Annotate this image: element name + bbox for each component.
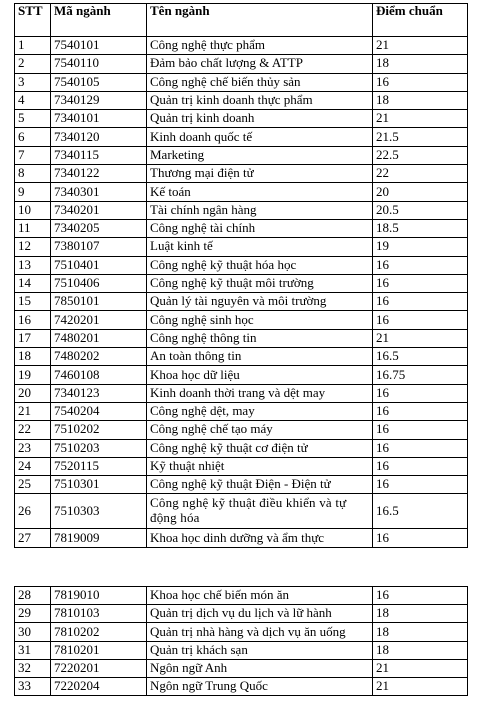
cell-code: 7819009 (51, 529, 147, 547)
cell-name: Kỹ thuật nhiệt (147, 457, 373, 475)
cell-code: 7819010 (51, 587, 147, 605)
cell-code: 7420201 (51, 311, 147, 329)
cell-stt: 23 (15, 439, 51, 457)
table-row (15, 91, 468, 109)
cell-score: 16 (373, 293, 468, 311)
cell-score: 16 (373, 439, 468, 457)
cell-stt: 10 (15, 201, 51, 219)
cell-name: Công nghệ tài chính (147, 219, 373, 237)
table-row (15, 37, 468, 55)
cell-score: 16 (373, 274, 468, 292)
cell-code: 7220201 (51, 659, 147, 677)
cell-stt: 7 (15, 146, 51, 164)
table-row (15, 366, 468, 384)
cell-score: 18 (373, 641, 468, 659)
cell-code: 7810202 (51, 623, 147, 641)
table-row (15, 439, 468, 457)
cell-code: 7540101 (51, 37, 147, 55)
cell-name: Quản trị dịch vụ du lịch và lữ hành (147, 605, 373, 623)
table-row (15, 329, 468, 347)
cell-name: Quản trị kinh doanh (147, 110, 373, 128)
cell-stt: 30 (15, 623, 51, 641)
cell-stt: 8 (15, 165, 51, 183)
cell-score: 16 (373, 311, 468, 329)
cell-code: 7520115 (51, 457, 147, 475)
cell-code: 7810201 (51, 641, 147, 659)
cell-stt: 13 (15, 256, 51, 274)
cell-stt: 9 (15, 183, 51, 201)
cell-code: 7340101 (51, 110, 147, 128)
table-header-row (15, 4, 468, 37)
cell-stt: 1 (15, 37, 51, 55)
cell-stt: 4 (15, 91, 51, 109)
table-row (15, 384, 468, 402)
cell-stt: 25 (15, 476, 51, 494)
cell-code: 7540105 (51, 73, 147, 91)
cell-name: Thương mại điện tử (147, 165, 373, 183)
cell-code: 7540204 (51, 402, 147, 420)
cell-code: 7340301 (51, 183, 147, 201)
cell-stt: 26 (15, 494, 51, 529)
cell-stt: 32 (15, 659, 51, 677)
cell-stt: 31 (15, 641, 51, 659)
table-row (15, 73, 468, 91)
cell-code: 7810103 (51, 605, 147, 623)
cell-score: 16 (373, 529, 468, 547)
cell-name: Công nghệ kỹ thuật điều khiển và tự động hóa (147, 494, 373, 529)
cell-name: Quản lý tài nguyên và môi trường (147, 293, 373, 311)
table-row (15, 311, 468, 329)
cell-name: Quản trị nhà hàng và dịch vụ ăn uống (147, 623, 373, 641)
cell-name: Khoa học dữ liệu (147, 366, 373, 384)
cell-name: Đảm bảo chất lượng & ATTP (147, 55, 373, 73)
table-row (15, 641, 468, 659)
cell-score: 18 (373, 623, 468, 641)
cell-name: Ngôn ngữ Anh (147, 659, 373, 677)
cell-name: Công nghệ sinh học (147, 311, 373, 329)
cell-stt: 12 (15, 238, 51, 256)
cell-name: Công nghệ kỹ thuật hóa học (147, 256, 373, 274)
cell-code: 7510202 (51, 421, 147, 439)
cell-score: 21 (373, 659, 468, 677)
cell-score: 16.5 (373, 494, 468, 529)
cell-name: Công nghệ thực phẩm (147, 37, 373, 55)
table-row (15, 348, 468, 366)
cell-code: 7220204 (51, 677, 147, 695)
cell-stt: 21 (15, 402, 51, 420)
cell-stt: 14 (15, 274, 51, 292)
cell-code: 7510401 (51, 256, 147, 274)
cell-code: 7460108 (51, 366, 147, 384)
cell-stt: 24 (15, 457, 51, 475)
table-row (15, 146, 468, 164)
cell-code: 7480201 (51, 329, 147, 347)
cell-score: 16 (373, 587, 468, 605)
table-row (15, 421, 468, 439)
table-row (15, 623, 468, 641)
table-row (15, 677, 468, 695)
cell-code: 7340122 (51, 165, 147, 183)
cell-name: Kinh doanh quốc tế (147, 128, 373, 146)
cell-name: Công nghệ dệt, may (147, 402, 373, 420)
cell-stt: 2 (15, 55, 51, 73)
admission-score-table-continued (14, 586, 468, 696)
cell-name: Quản trị khách sạn (147, 641, 373, 659)
cell-stt: 17 (15, 329, 51, 347)
cell-stt: 22 (15, 421, 51, 439)
cell-code: 7510301 (51, 476, 147, 494)
table-row (15, 183, 468, 201)
cell-score: 21 (373, 37, 468, 55)
table-row (15, 274, 468, 292)
cell-score: 22 (373, 165, 468, 183)
cell-score: 16 (373, 73, 468, 91)
cell-score: 16.5 (373, 348, 468, 366)
cell-score: 16 (373, 421, 468, 439)
cell-score: 16 (373, 256, 468, 274)
cell-stt: 15 (15, 293, 51, 311)
cell-code: 7850101 (51, 293, 147, 311)
cell-score: 19 (373, 238, 468, 256)
cell-score: 18.5 (373, 219, 468, 237)
cell-score: 21 (373, 329, 468, 347)
table-row (15, 605, 468, 623)
cell-name: Công nghệ chế tạo máy (147, 421, 373, 439)
header-score: Điểm chuẩn (373, 4, 468, 37)
cell-code: 7340129 (51, 91, 147, 109)
cell-name: Khoa học chế biến món ăn (147, 587, 373, 605)
cell-score: 18 (373, 91, 468, 109)
cell-stt: 19 (15, 366, 51, 384)
cell-name: Marketing (147, 146, 373, 164)
cell-stt: 29 (15, 605, 51, 623)
cell-score: 16 (373, 402, 468, 420)
cell-code: 7340205 (51, 219, 147, 237)
table-row (15, 55, 468, 73)
cell-stt: 33 (15, 677, 51, 695)
cell-score: 16.75 (373, 366, 468, 384)
cell-stt: 18 (15, 348, 51, 366)
table-row (15, 476, 468, 494)
table-row (15, 238, 468, 256)
cell-code: 7340115 (51, 146, 147, 164)
table-row (15, 587, 468, 605)
cell-score: 16 (373, 476, 468, 494)
cell-stt: 27 (15, 529, 51, 547)
table-row (15, 165, 468, 183)
cell-stt: 20 (15, 384, 51, 402)
table-row (15, 256, 468, 274)
cell-stt: 28 (15, 587, 51, 605)
cell-score: 20.5 (373, 201, 468, 219)
cell-code: 7510303 (51, 494, 147, 529)
cell-score: 21 (373, 677, 468, 695)
table-row (15, 110, 468, 128)
table-row (15, 219, 468, 237)
cell-name: Quản trị kinh doanh thực phẩm (147, 91, 373, 109)
cell-stt: 16 (15, 311, 51, 329)
header-stt: STT (15, 4, 51, 37)
cell-name: An toàn thông tin (147, 348, 373, 366)
table-row (15, 128, 468, 146)
cell-score: 20 (373, 183, 468, 201)
cell-stt: 6 (15, 128, 51, 146)
header-name: Tên ngành (147, 4, 373, 37)
header-code: Mã ngành (51, 4, 147, 37)
cell-code: 7380107 (51, 238, 147, 256)
cell-code: 7340120 (51, 128, 147, 146)
table-row (15, 659, 468, 677)
cell-score: 18 (373, 605, 468, 623)
cell-score: 21 (373, 110, 468, 128)
admission-score-table (14, 3, 468, 548)
cell-score: 21.5 (373, 128, 468, 146)
cell-code: 7480202 (51, 348, 147, 366)
cell-name: Công nghệ chế biến thủy sản (147, 73, 373, 91)
cell-name: Khoa học dinh dưỡng và ẩm thực (147, 529, 373, 547)
cell-code: 7340123 (51, 384, 147, 402)
cell-score: 18 (373, 55, 468, 73)
cell-name: Luật kinh tế (147, 238, 373, 256)
cell-name: Công nghệ kỹ thuật môi trường (147, 274, 373, 292)
cell-code: 7340201 (51, 201, 147, 219)
cell-name: Công nghệ thông tin (147, 329, 373, 347)
cell-name: Tài chính ngân hàng (147, 201, 373, 219)
cell-name: Kế toán (147, 183, 373, 201)
cell-name: Ngôn ngữ Trung Quốc (147, 677, 373, 695)
cell-code: 7540110 (51, 55, 147, 73)
table-row (15, 529, 468, 547)
cell-code: 7510406 (51, 274, 147, 292)
cell-name: Kinh doanh thời trang và dệt may (147, 384, 373, 402)
table-row (15, 494, 468, 529)
table-row (15, 402, 468, 420)
cell-stt: 3 (15, 73, 51, 91)
cell-score: 16 (373, 384, 468, 402)
cell-name: Công nghệ kỹ thuật Điện - Điện tử (147, 476, 373, 494)
cell-stt: 11 (15, 219, 51, 237)
cell-stt: 5 (15, 110, 51, 128)
cell-code: 7510203 (51, 439, 147, 457)
table-row (15, 293, 468, 311)
cell-score: 16 (373, 457, 468, 475)
table-row (15, 201, 468, 219)
table-row (15, 457, 468, 475)
cell-score: 22.5 (373, 146, 468, 164)
cell-name: Công nghệ kỹ thuật cơ điện tử (147, 439, 373, 457)
